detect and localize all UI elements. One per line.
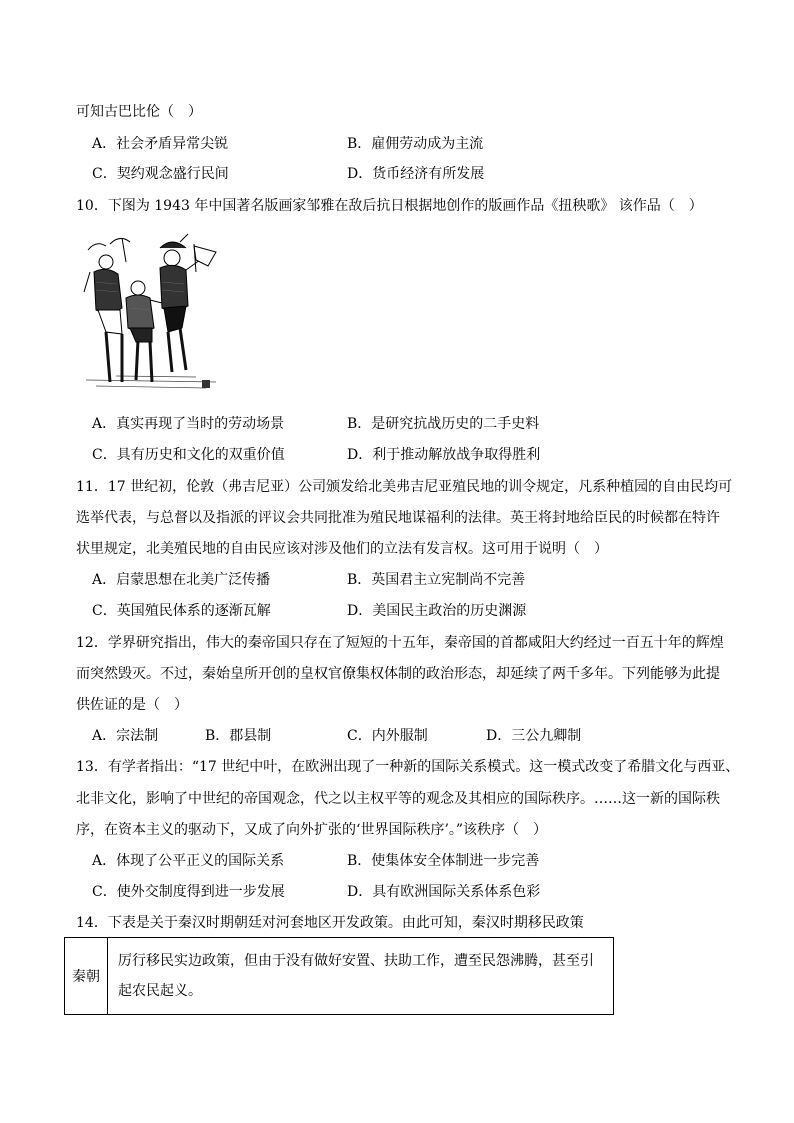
q13-stem-line-1: 13．有学者指出：“17 世纪中叶，在欧洲出现了一种新的国际关系模式。这一模式改变了希腊文化与西亚、 xyxy=(76,759,740,775)
q11-option-d: D．美国民主政治的历史渊源 xyxy=(347,603,527,619)
q13-option-d: D．具有欧洲国际关系体系色彩 xyxy=(347,884,541,900)
woodcut-yangge-image xyxy=(76,232,226,396)
q14-stem: 14．下表是关于秦汉时期朝廷对河套地区开发政策。由此可知，秦汉时期移民政策 xyxy=(76,915,584,931)
policy-table xyxy=(64,937,614,1015)
q12-option-a: A．宗法制 xyxy=(92,728,159,744)
q10-option-a: A．真实再现了当时的劳动场景 xyxy=(92,416,285,432)
q12-stem-line-2: 而突然毁灭。不过，秦始皇所开创的皇权官僚集权体制的政治形态，却延续了两千多年。下列能够为此提 xyxy=(76,666,720,682)
q9-option-b: B．雇佣劳动成为主流 xyxy=(347,136,484,152)
q12-stem-line-3: 供佐证的是（ ） xyxy=(76,697,188,713)
q10-stem: 10．下图为 1943 年中国著名版画家邹雅在敌后抗日根据地创作的版画作品《扭秧歌》 该作品（ ） xyxy=(76,198,703,214)
q12-stem-line-1: 12．学界研究指出，伟大的秦帝国只存在了短短的十五年，秦帝国的首都咸阳大约经过一百五十年的辉煌 xyxy=(76,635,724,651)
q13-stem-line-3: 序，在资本主义的驱动下，又成了向外扩张的‘世界国际秩序’。”该秩序（ ） xyxy=(76,822,548,838)
q11-stem-line-3: 状里规定，北美殖民地的自由民应该对涉及他们的立法有发言权。这可用于说明（ ） xyxy=(76,541,608,557)
table-row xyxy=(65,938,614,1015)
q11-stem-line-2: 选举代表，与总督以及指派的评议会共同批准为殖民地谋福利的法律。英王将封地给臣民的时候都在特许 xyxy=(76,510,720,526)
q13-option-b: B．使集体安全体制进一步完善 xyxy=(347,853,540,869)
q11-stem-line-1: 11．17 世纪初，伦敦（弗吉尼亚）公司颁发给北美弗吉尼亚殖民地的训令规定，凡系种植园的自由民均可 xyxy=(76,479,733,495)
q11-option-a: A．启蒙思想在北美广泛传播 xyxy=(92,572,271,588)
q12-option-b: B．郡县制 xyxy=(205,728,272,744)
table-cell-policy: 厉行移民实边政策，但由于没有做好安置、扶助工作，遭至民怨沸腾，甚至引起农民起义。 xyxy=(108,938,614,1015)
q11-option-b: B．英国君主立宪制尚不完善 xyxy=(347,572,526,588)
q9-option-c: C．契约观念盛行民间 xyxy=(92,166,229,182)
q9-stem-tail: 可知古巴比伦（ ） xyxy=(76,104,202,120)
q9-option-d: D．货币经济有所发展 xyxy=(347,166,485,182)
q12-option-d: D．三公九卿制 xyxy=(486,728,582,744)
q10-option-c: C．具有历史和文化的双重价值 xyxy=(92,447,285,463)
q10-option-b: B．是研究抗战历史的二手史料 xyxy=(347,416,540,432)
q10-option-d: D．利于推动解放战争取得胜利 xyxy=(347,447,541,463)
table-cell-dynasty: 秦朝 xyxy=(65,938,108,1015)
q9-option-a: A．社会矛盾异常尖锐 xyxy=(92,136,229,152)
q13-option-c: C．使外交制度得到进一步发展 xyxy=(92,884,285,900)
q13-option-a: A．体现了公平正义的国际关系 xyxy=(92,853,285,869)
q12-option-c: C．内外服制 xyxy=(347,728,428,744)
q13-stem-line-2: 北非文化，影响了中世纪的帝国观念，代之以主权平等的观念及其相应的国际秩序。……这一新的国际秩 xyxy=(76,791,720,807)
q11-option-c: C．英国殖民体系的逐渐瓦解 xyxy=(92,603,271,619)
